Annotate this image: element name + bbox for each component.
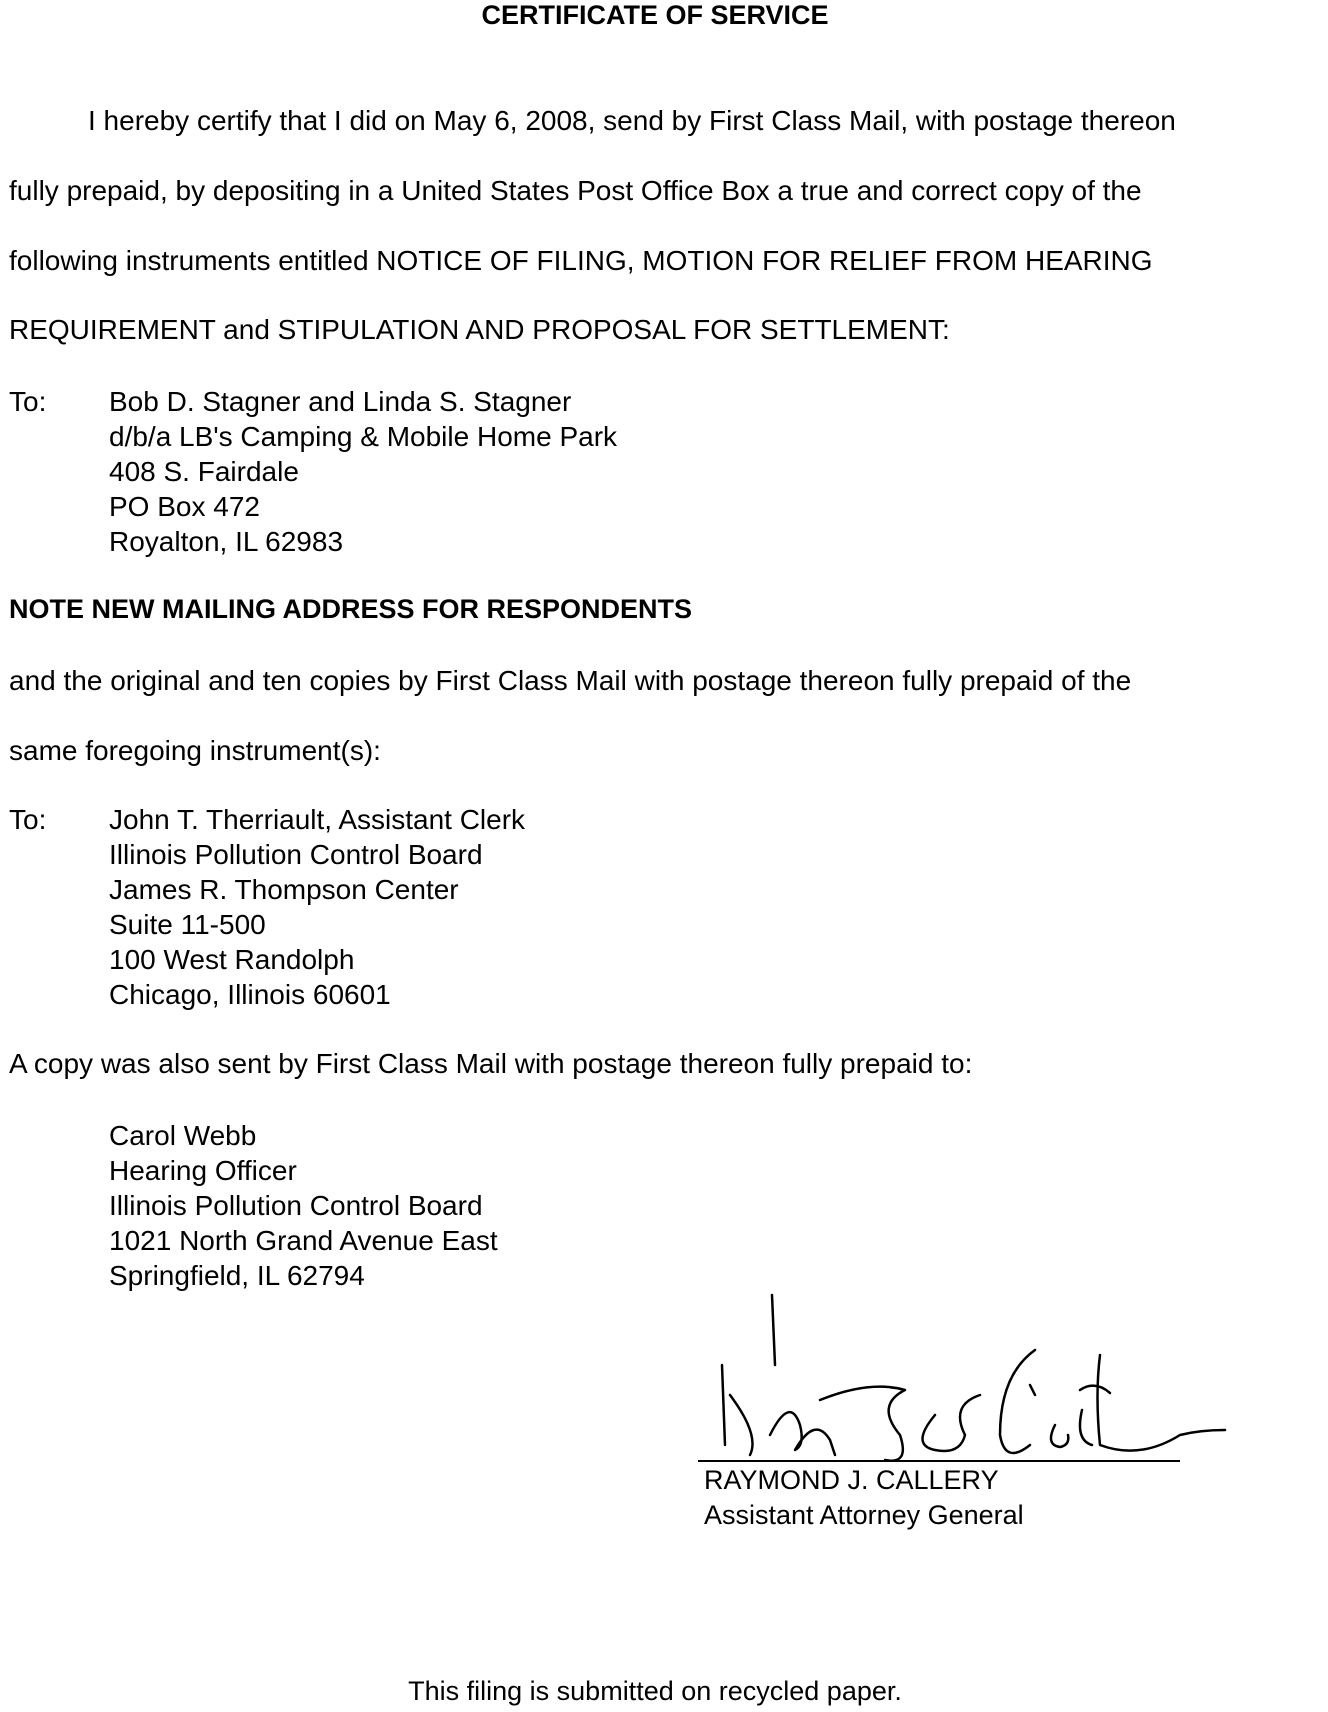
recipient-address-2 — [109, 802, 525, 1012]
recipient-address-3 — [109, 1118, 498, 1293]
address-line: Suite 11-500 — [109, 909, 266, 940]
paragraph-line: I hereby certify that I did on May 6, 2008, send by First Class Mail, with postage thereon — [88, 105, 1176, 136]
address-line: Chicago, Illinois 60601 — [109, 979, 391, 1010]
address-line: Illinois Pollution Control Board — [109, 1190, 483, 1221]
address-line: Royalton, IL 62983 — [109, 526, 344, 557]
to-label: To: — [9, 804, 47, 835]
address-line: 1021 North Grand Avenue East — [109, 1225, 498, 1256]
address-line: Illinois Pollution Control Board — [109, 839, 483, 870]
handwritten-signature — [700, 1285, 1240, 1475]
paragraph-line: following instruments entitled NOTICE OF FILING, MOTION FOR RELIEF FROM HEARING — [9, 245, 1153, 276]
footer-note: This filing is submitted on recycled paper. — [408, 1676, 902, 1706]
signature-line — [698, 1460, 1180, 1462]
paragraph-line: A copy was also sent by First Class Mail with postage thereon fully prepaid to: — [9, 1048, 973, 1079]
address-line: James R. Thompson Center — [109, 874, 459, 905]
to-label: To: — [9, 386, 47, 417]
address-line: PO Box 472 — [109, 491, 260, 522]
mailing-address-note: NOTE NEW MAILING ADDRESS FOR RESPONDENTS — [9, 594, 693, 624]
paragraph-line: fully prepaid, by depositing in a United States Post Office Box a true and correct copy of the — [9, 175, 1142, 206]
paragraph-line: same foregoing instrument(s): — [9, 735, 381, 766]
document-title: CERTIFICATE OF SERVICE — [481, 0, 829, 30]
paragraph-line: REQUIREMENT and STIPULATION AND PROPOSAL FOR SETTLEMENT: — [9, 314, 950, 345]
address-line: Carol Webb — [109, 1120, 257, 1151]
address-line: John T. Therriault, Assistant Clerk — [109, 804, 526, 835]
address-line: Bob D. Stagner and Linda S. Stagner — [109, 386, 572, 417]
address-line: 100 West Randolph — [109, 944, 355, 975]
address-line: d/b/a LB's Camping & Mobile Home Park — [109, 421, 618, 452]
address-line: Hearing Officer — [109, 1155, 297, 1186]
address-line: Springfield, IL 62794 — [109, 1260, 365, 1291]
recipient-address-1 — [109, 384, 617, 559]
signatory-title: Assistant Attorney General — [704, 1500, 1024, 1530]
paragraph-line: and the original and ten copies by First Class Mail with postage thereon fully prepaid of the — [9, 665, 1132, 696]
address-line: 408 S. Fairdale — [109, 456, 299, 487]
signatory-name: RAYMOND J. CALLERY — [704, 1465, 999, 1495]
